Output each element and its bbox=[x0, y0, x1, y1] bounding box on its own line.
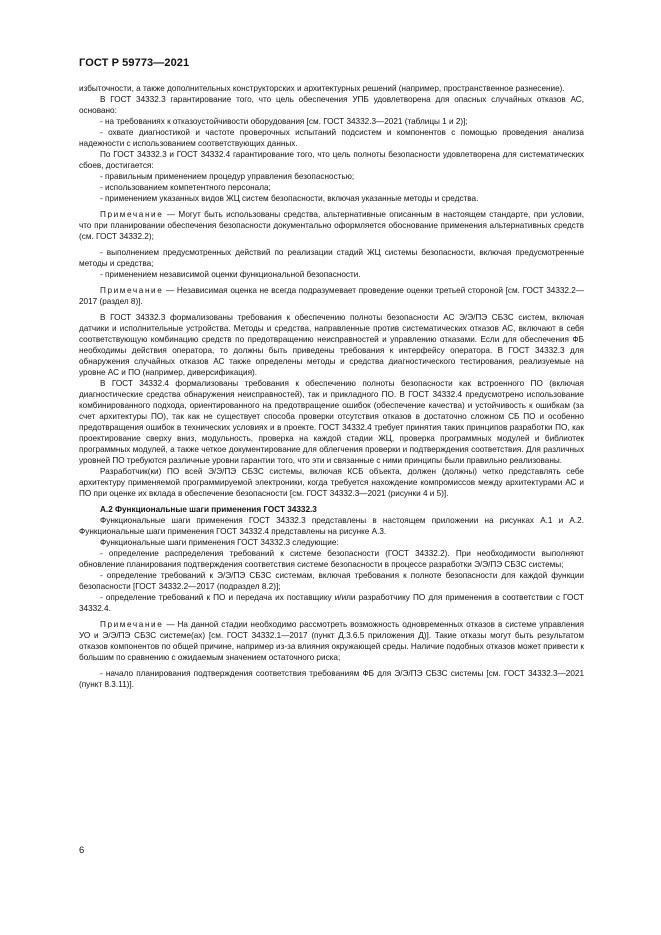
page-number: 6 bbox=[79, 845, 85, 856]
paragraph: В ГОСТ 34332.3 формализованы требования к обеспечению полноты безопасности АС Э/Э/ПЭ СБЗС систем, включая датчики и исполнительные устройства. Методы и средства, направленные против систематических отказов АС, включают в себя соответствующую комбинацию средств по предотвращению неисправностей и управлению отказами. Если для обеспечения ФБ необходимы действия оператора, то должны быть приведены требования к интерфейсу оператора. В ГОСТ 34332.3 для обнаружения случайных отказов АС также определены методы и средства диагностического тестирования, реализуемые на уровне АС и ПО (например, диверсификация). bbox=[79, 313, 584, 377]
list-item: - определение требований к ПО и передача их поставщику и/или разработчику ПО для применения в соответствии с ГОСТ 34332.4. bbox=[79, 593, 584, 613]
list-item: - определение распределения требований к системе безопасности (ГОСТ 34332.2). При необходимости выполняют обновление планирования подтверждения соответствия системе безопасности в процессе разработки Э/Э/ПЭ СБЗС системы; bbox=[79, 549, 584, 569]
list-item: - применением независимой оценки функциональной безопасности. bbox=[100, 270, 361, 279]
list-item: - выполнением предусмотренных действий по реализации стадий ЖЦ системы безопасности, включая предусмотренные методы и средства; bbox=[79, 248, 584, 268]
list-item: - применением указанных видов ЖЦ систем безопасности, включая указанные методы и средства. bbox=[100, 194, 479, 203]
paragraph: В ГОСТ 34332.3 гарантирование того, что цель обеспечения УПБ удовлетворена для опасных случайных отказов АС, основано: bbox=[79, 95, 584, 115]
note-label: Примечание bbox=[100, 210, 164, 219]
paragraph: Разработчик(ки) ПО всей Э/Э/ПЭ СБЗС системы, включая КСБ объекта, должен (должны) четко представлять себе архитектуру применяемой программируемой электроники, когда требуется нахождение компромиссов между архитектурами АС и ПО при оценке их вклада в обеспечение безопасности [см. ГОСТ 34332.3—2021 (рисунки 4 и 5)]. bbox=[79, 467, 584, 498]
note bbox=[79, 209, 584, 242]
paragraph: По ГОСТ 34332.3 и ГОСТ 34332.4 гарантирование того, что цель полноты безопасности удовлетворена для систематических сбоев, достигается: bbox=[79, 150, 584, 170]
page-body bbox=[79, 83, 584, 690]
note bbox=[79, 285, 584, 307]
note-text: — На данной стадии необходимо рассмотреть возможность одновременных отказов в системе управления УО и Э/Э/ПЭ СБЗС системе(ах) [см. ГОСТ 34332.1—2017 (пункт Д.3.6.5 приложения Д)]. Такие отказы могут быть результатом отказов компонентов по общей причине, например из-за влияния окружающей среды. Наличие подобных отказов может привести к большим по сравнению с ожидаемым значением остаточного риска; bbox=[79, 620, 584, 662]
note-text: — Могут быть использованы средства, альтернативные описанным в настоящем стандарте, при условии, что при планировании обеспечения безопасности документально оформляется обоснование применения альтернативных средств (см. ГОСТ 34332.2); bbox=[79, 210, 584, 241]
note bbox=[79, 619, 584, 663]
list-item: - на требованиях к отказоустойчивости оборудования [см. ГОСТ 34332.3—2021 (таблицы 1 и 2)]; bbox=[100, 117, 468, 126]
list-item: - начало планирования подтверждения соответствия требованиям ФБ для Э/Э/ПЭ СБЗС системы [см. ГОСТ 34332.3—2021 (пункт 8.3.11)]. bbox=[79, 669, 584, 689]
paragraph: В ГОСТ 34332.4 формализованы требования к обеспечению полноты безопасности как встроенного ПО (включая диагностические средства обнаружения неисправностей), так и прикладного ПО. В ГОСТ 34332.4 предусмотрено использование комбинированного подхода, ориентированного на предотвращение ошибок (обеспечение качества) и устойчивость к ошибкам (за счет архитектуры ПО), так как не существует способа проверки отсутствия отказов в достаточно сложном СБ ПО и особенно предотвращения ошибок в технических условиях и в проекте. ГОСТ 34332.4 требует принятия таких принципов разработки ПО, как проектирование сверху вниз, модульность, проверка на каждой стадии ЖЦ, проверка программных модулей и библиотек программных модулей, а также четкое документирование для облегчения проверки и подтверждения соответствия. Для различных уровней ПО требуются различные уровни гарантии того, что эти и связанные с ними принципы были правильно реализованы. bbox=[79, 379, 584, 465]
note-label: Примечание bbox=[100, 620, 164, 629]
list-item: - использованием компетентного персонала; bbox=[100, 183, 271, 192]
list-item: - правильным применением процедур управления безопасностью; bbox=[100, 172, 355, 181]
list-item: - охвате диагностикой и частоте проверочных испытаний подсистем и компонентов с помощью проведения анализа надежности с использованием соответствующих данных. bbox=[79, 128, 584, 148]
section-heading: А.2 Функциональные шаги применения ГОСТ 34332.3 bbox=[100, 505, 317, 514]
list-item: - определение требований к Э/Э/ПЭ СБЗС системам, включая требования к полноте безопасности для каждой функции безопасности [ГОСТ 34332.2—2017 (подраздел 8.2)]; bbox=[79, 571, 584, 591]
paragraph: избыточности, а также дополнительных конструкторских и архитектурных решений (например, пространственное разнесение). bbox=[79, 84, 565, 93]
paragraph: Функциональные шаги применения ГОСТ 34332.3 следующие: bbox=[100, 538, 339, 547]
note-text: — Независимая оценка не всегда подразумевает проведение оценки третьей стороной [см. ГОСТ 34332.2—2017 (раздел 8)]. bbox=[79, 286, 584, 306]
document-header: ГОСТ Р 59773—2021 bbox=[79, 57, 190, 69]
paragraph: Функциональные шаги применения ГОСТ 34332.3 представлены в настоящем приложении на рисунках А.1 и А.2. Функциональные шаги применения ГОСТ 34332.4 представлены на рисунке А.3. bbox=[79, 516, 584, 536]
note-label: Примечание bbox=[100, 286, 164, 295]
